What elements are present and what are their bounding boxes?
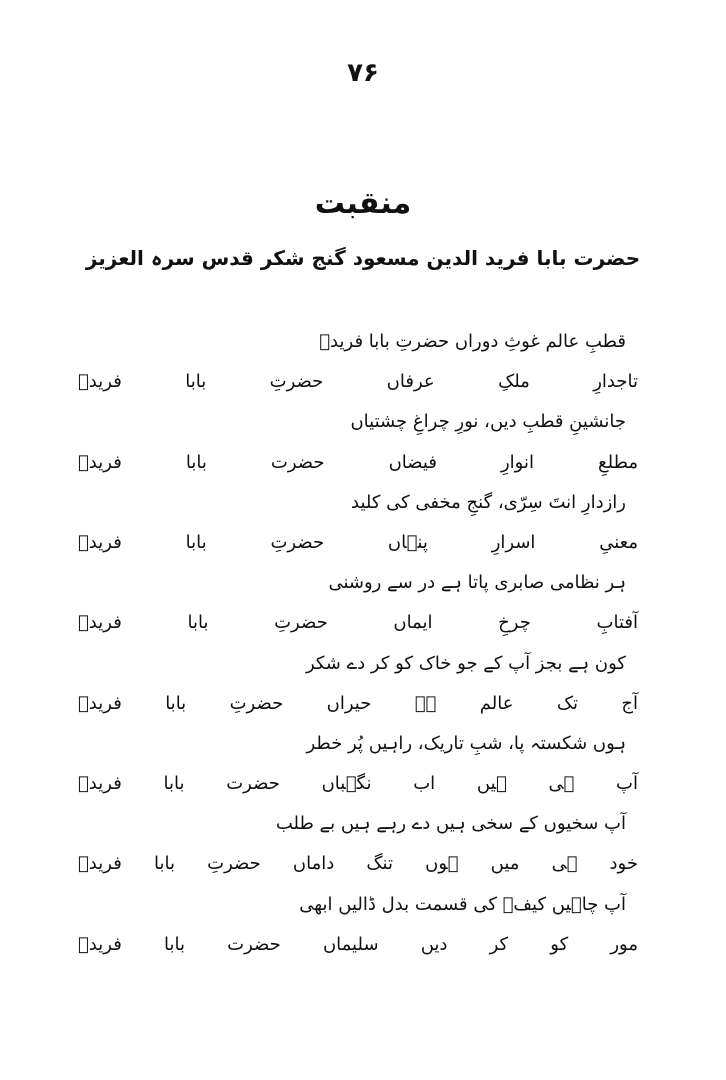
poem-subtitle: حضرت بابا فرید الدین مسعود گنج شکر قدس سرہ العزیز <box>85 246 641 270</box>
verse-text: ہر نظامی صابری پاتا ہے در سے روشنی <box>328 572 626 594</box>
verse-text: رازدارِ انتَ سِرّی، گنجِ مخفی کی کلید <box>351 491 626 513</box>
verse-line <box>0 322 726 362</box>
verse-line <box>0 603 726 643</box>
verse-text: آپ ہی ہیں اب نگہباں حضرت بابا فریدؒ <box>78 773 638 795</box>
verse-text: تاجدارِ ملکِ عرفاں حضرتِ بابا فریدؒ <box>78 371 638 393</box>
verse-line <box>0 724 726 764</box>
verse-line <box>0 402 726 442</box>
verse-text: مطلعِ انوارِ فیضاں حضرت بابا فریدؒ <box>78 451 638 473</box>
verse-text: آج تک عالم ہے حیراں حضرتِ بابا فریدؒ <box>78 692 638 714</box>
verse-text: قطبِ عالم غوثِ دوراں حضرتِ بابا فریدؒ <box>319 331 626 352</box>
verse-line <box>0 362 726 402</box>
verse-text: آفتابِ چرخِ ایماں حضرتِ بابا فریدؒ <box>78 612 638 634</box>
verse-text: آپ سخیوں کے سخی ہیں دے رہے ہیں بے طلب <box>275 813 626 835</box>
page-number: ۷۶ <box>347 58 379 88</box>
verse-line <box>0 885 726 925</box>
verse-line <box>0 443 726 483</box>
verse-text: کون ہے بجز آپ کے جو خاک کو کر دے شکر <box>305 652 626 674</box>
verse-text: جانشینِ قطبِ دیں، نورِ چراغِ چشتیاں <box>350 411 626 433</box>
verse-line <box>0 644 726 684</box>
verse-text: آپ چاہیں کیفؔ کی قسمت بدل ڈالیں ابھی <box>299 893 626 915</box>
verse-line <box>0 684 726 724</box>
verse-text: معنیِ اسرارِ پنہاں حضرتِ بابا فریدؒ <box>78 531 638 553</box>
verse-line <box>0 483 726 523</box>
verse-line <box>0 523 726 563</box>
poem-body <box>0 322 726 965</box>
verse-text: مور کو کر دیں سلیماں حضرت بابا فریدؒ <box>78 933 638 955</box>
verse-line <box>0 764 726 804</box>
verse-line <box>0 844 726 884</box>
verse-text: ہوں شکستہ پا، شبِ تاریک، راہیں پُر خطر <box>306 732 626 754</box>
verse-line <box>0 925 726 965</box>
verse-text: خود ہی میں ہوں تنگ داماں حضرتِ بابا فریدؒ <box>78 853 638 875</box>
verse-line <box>0 563 726 603</box>
poem-title: منقبت <box>314 186 412 221</box>
verse-line <box>0 804 726 844</box>
